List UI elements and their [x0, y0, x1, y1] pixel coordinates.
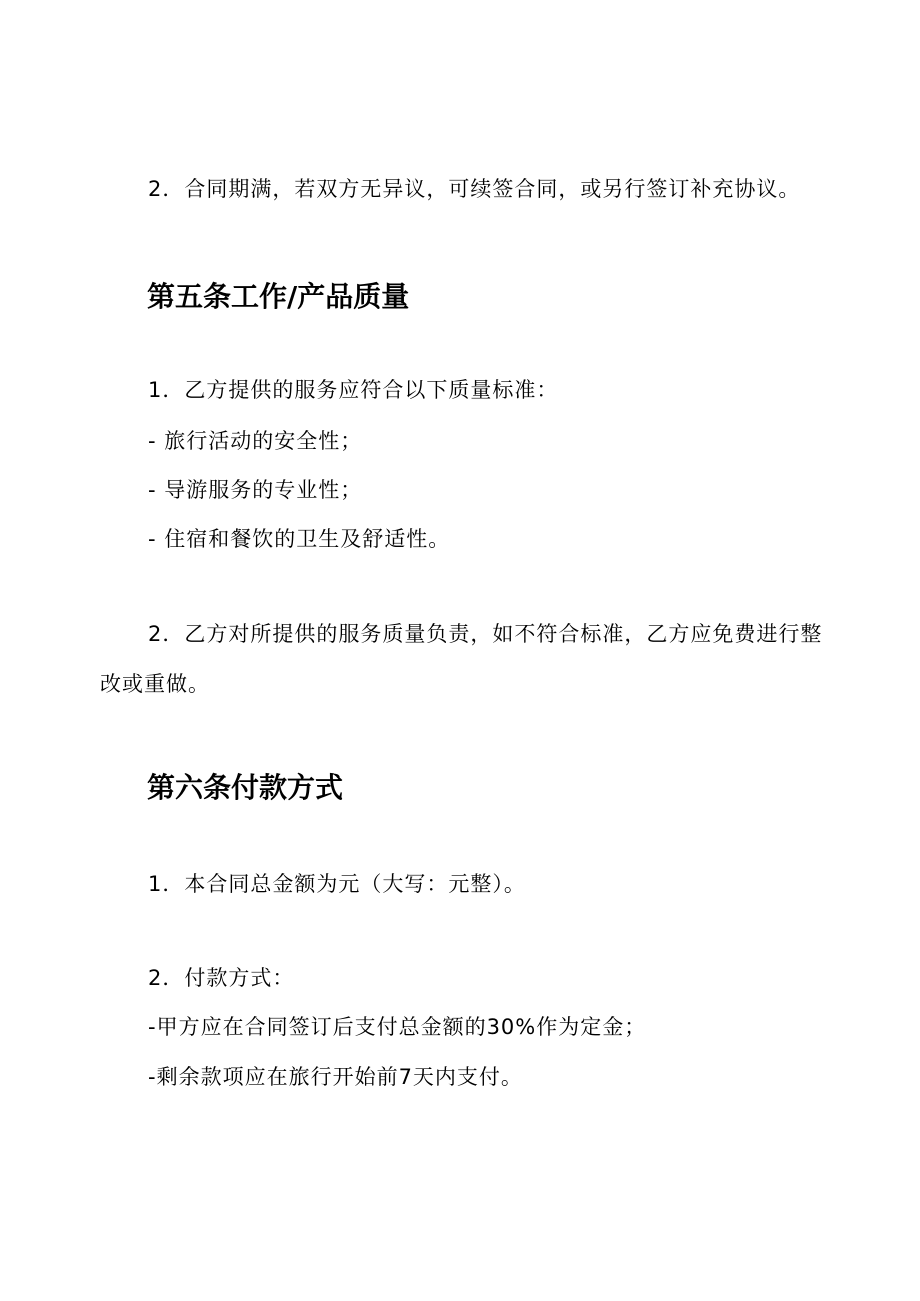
section6-bullet-balance: -剩余款项应在旅行开始前7天内支付。	[148, 1065, 523, 1089]
section6-title: 第六条付款方式	[147, 771, 344, 804]
section5-item-2-line2: 改或重做。	[100, 672, 210, 696]
section6-bullet-deposit: -甲方应在合同签订后支付总金额的30%作为定金；	[148, 1015, 647, 1039]
section4-item-2: 2．合同期满，若双方无异议，可续签合同，或另行签订补充协议。	[148, 177, 801, 201]
section5-bullet-guide: - 导游服务的专业性；	[148, 478, 363, 502]
section6-item-1: 1．本合同总金额为元（大写：元整）。	[148, 872, 526, 896]
section5-title: 第五条工作/产品质量	[147, 280, 410, 313]
section6-item-2: 2．付款方式：	[148, 966, 295, 990]
section5-bullet-safety: - 旅行活动的安全性；	[148, 429, 363, 453]
section5-item-2-line1: 2．乙方对所提供的服务质量负责，如不符合标准，乙方应免费进行整	[148, 622, 823, 646]
section5-bullet-lodging: - 住宿和餐饮的卫生及舒适性。	[148, 527, 451, 551]
section5-item-1: 1．乙方提供的服务应符合以下质量标准：	[148, 378, 559, 402]
